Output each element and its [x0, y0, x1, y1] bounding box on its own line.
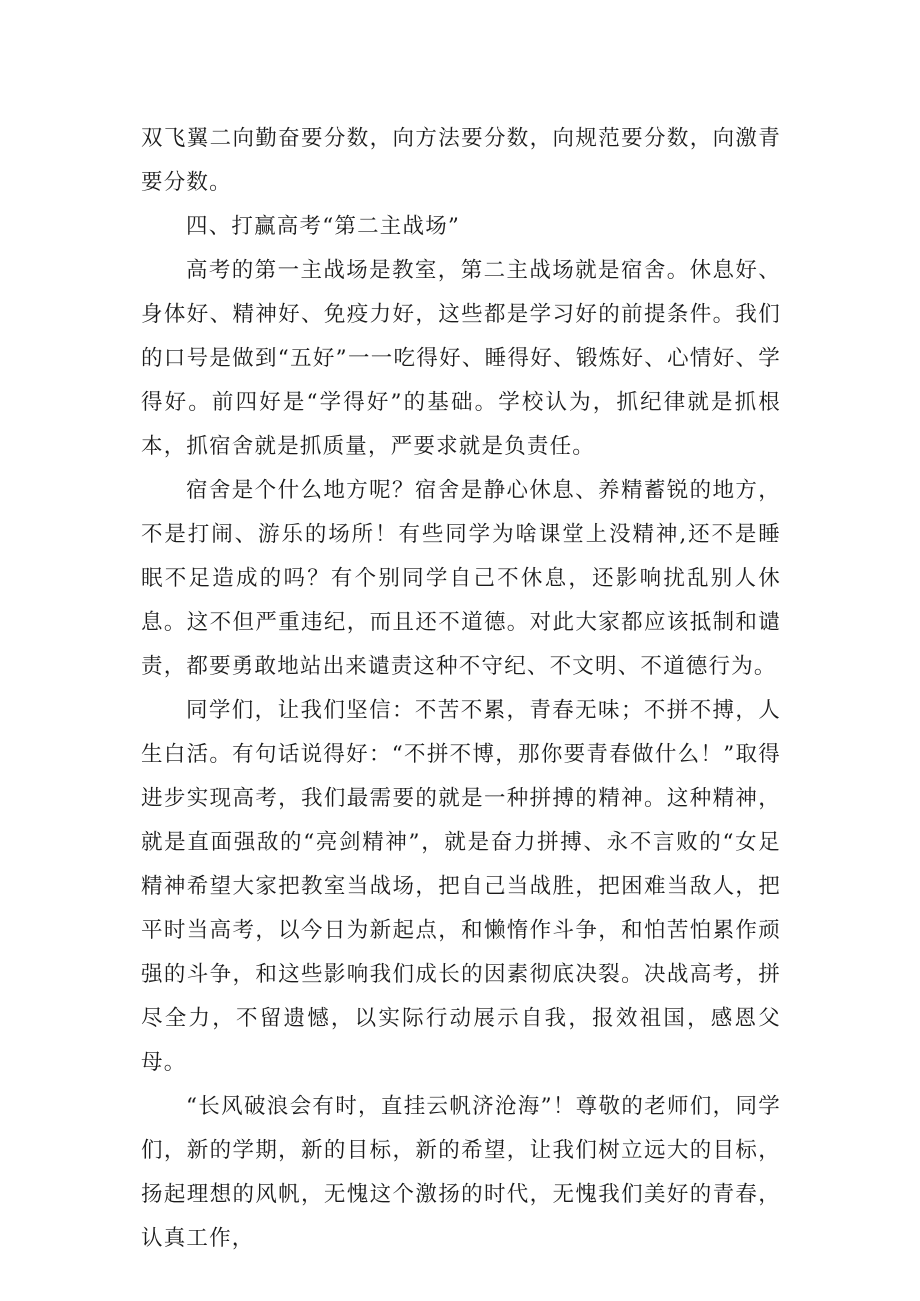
document-body	[141, 117, 781, 1261]
paragraph-dormitory-discipline: 宿舍是个什么地方呢？宿舍是静心休息、养精蓄锐的地方，不是打闹、游乐的场所！有些同学为啥课堂上没精神,还不是睡眠不足造成的吗？有个别同学自己不休息，还影响扰乱别人休息。这不但严重违纪，而且还不道德。对此大家都应该抵制和谴责，都要勇敢地站出来谴责这种不守纪、不文明、不道德行为。	[141, 478, 781, 679]
paragraph-closing: “长风破浪会有时，直挂云帆济沧海”！尊敬的老师们，同学们，新的学期，新的目标，新的希望，让我们树立远大的目标，扬起理想的风帆，无愧这个激扬的时代，无愧我们美好的青春，认真工作，	[141, 1094, 781, 1251]
paragraph-striving-spirit: 同学们，让我们坚信：不苦不累，青春无味；不拼不搏，人生白活。有句话说得好：“不拼不博，那你要青春做什么！”取得进步实现高考，我们最需要的就是一种拼搏的精神。这种精神，就是直面强敌的“亮剑精神”，就是奋力拼搏、永不言败的“女足精神希望大家把教室当战场，把自己当战胜，把困难当敌人，把平时当高考，以今日为新起点，和懒惰作斗争，和怕苦怕累作顽强的斗争，和这些影响我们成长的因素彻底决裂。决战高考，拼尽全力，不留遗憾，以实际行动展示自我，报效祖国，感恩父母。	[141, 698, 781, 1075]
paragraph-continuation: 双飞翼二向勤奋要分数，向方法要分数，向规范要分数，向激青要分数。	[141, 126, 781, 195]
paragraph-dormitory-intro: 高考的第一主战场是教室，第二主战场就是宿舍。休息好、身体好、精神好、免疫力好，这些都是学习好的前提条件。我们的口号是做到“五好”一一吃得好、睡得好、锻炼好、心情好、学得好。前四好是“学得好”的基础。学校认为，抓纪律就是抓根本，抓宿舍就是抓质量，严要求就是负责任。	[141, 258, 781, 459]
section-heading: 四、打赢高考“第二主战场”	[186, 214, 461, 239]
